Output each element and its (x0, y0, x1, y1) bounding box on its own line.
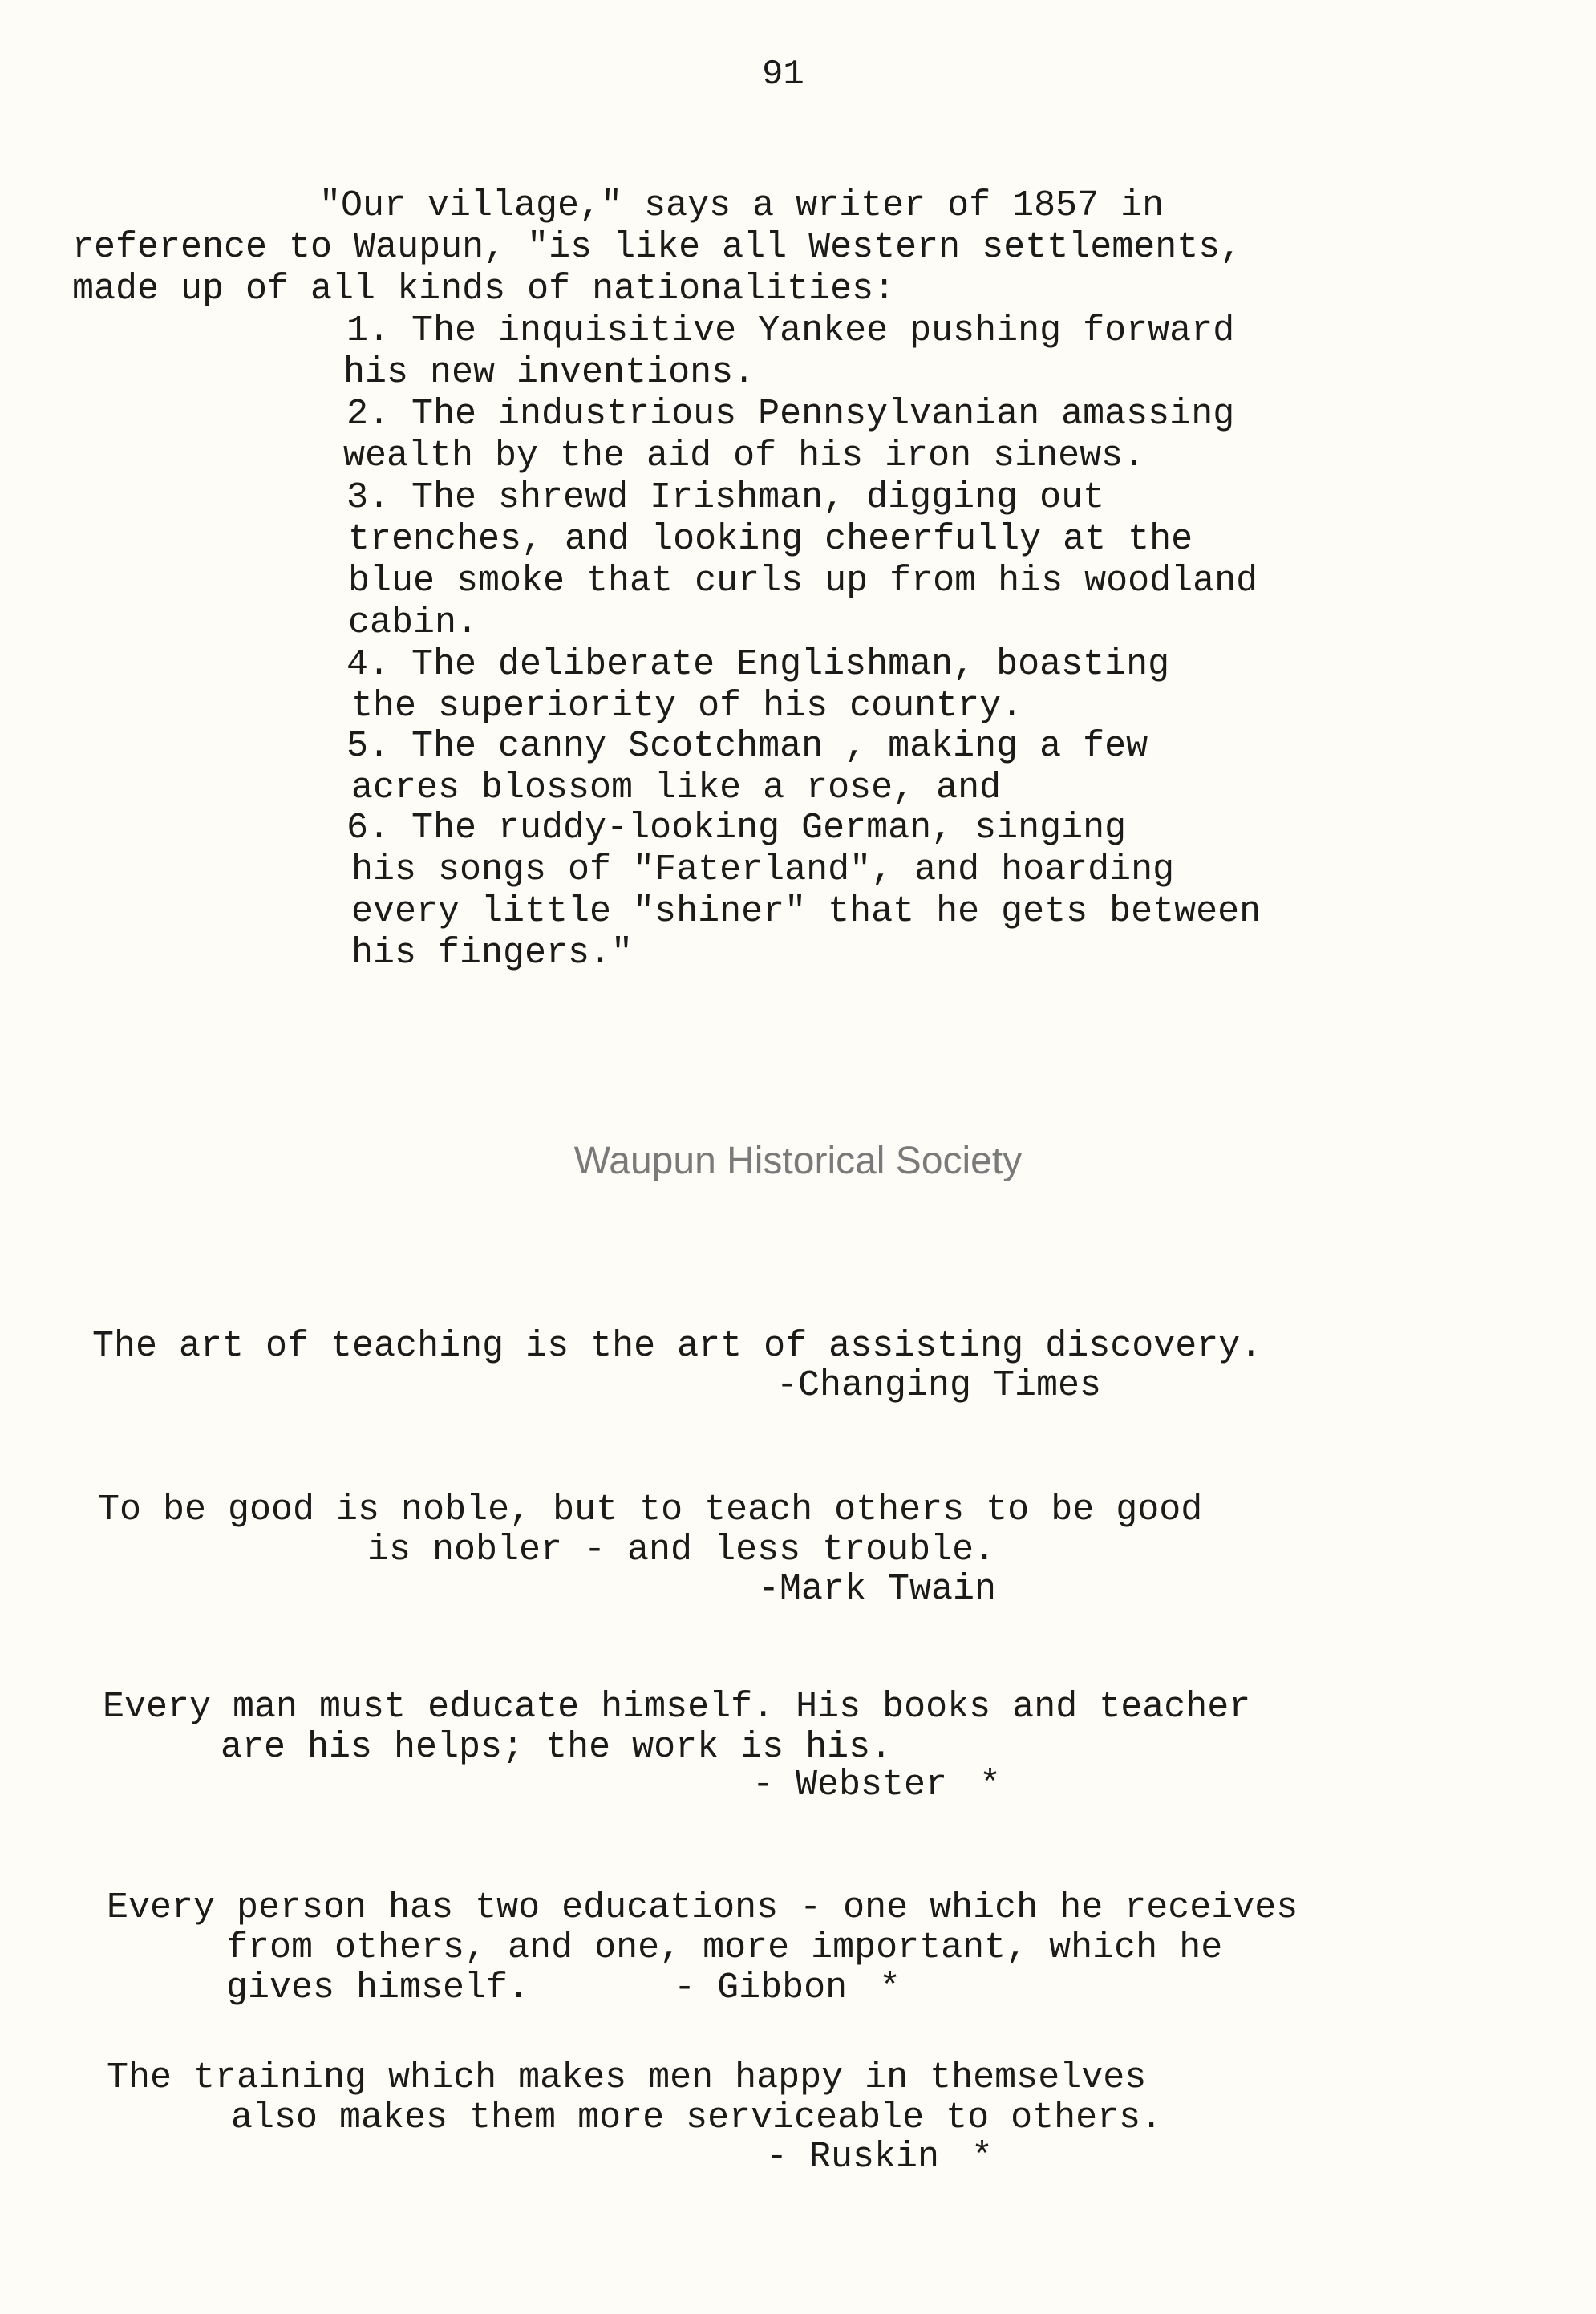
quote-line-text: gives himself. (226, 1968, 530, 2008)
list-item-continuation: his new inventions. (343, 352, 755, 393)
quote-attribution: -Mark Twain (758, 1569, 997, 1610)
intro-line-2: reference to Waupun, "is like all Western settlements, (72, 227, 1242, 268)
page-number: 91 (762, 55, 804, 95)
list-item (346, 395, 1234, 435)
quote-attribution (752, 1765, 1001, 1805)
asterisk-mark: * (979, 1765, 1002, 1805)
item-text: The ruddy-looking German, singing (411, 808, 1127, 849)
list-item-continuation: blue smoke that curls up from his woodland (348, 561, 1258, 602)
list-item-continuation: trenches, and looking cheerfully at the (348, 519, 1193, 560)
item-number: 5. (346, 726, 391, 767)
item-number: 6. (346, 808, 391, 849)
intro-line-1: "Our village," says a writer of 1857 in (319, 185, 1165, 226)
item-text: The industrious Pennsylvanian amassing (411, 394, 1235, 435)
attribution-name: - Gibbon (674, 1968, 848, 2008)
intro-line-3: made up of all kinds of nationalities: (72, 269, 896, 310)
list-item-continuation: acres blossom like a rose, and (351, 768, 1002, 808)
quote-line: also makes them more serviceable to others. (231, 2097, 1163, 2138)
quote-attribution: -Changing Times (776, 1365, 1102, 1406)
quote-attribution (766, 2137, 993, 2178)
quote-line: is nobler - and less trouble. (367, 1530, 996, 1570)
item-number: 3. (346, 477, 391, 518)
quote-line: The training which makes men happy in themselves (107, 2057, 1147, 2098)
list-item-continuation: his fingers." (351, 933, 634, 974)
list-item (346, 727, 1148, 767)
item-text: The shrewd Irishman, digging out (411, 477, 1105, 518)
list-item-continuation: wealth by the aid of his iron sinews. (343, 436, 1145, 476)
list-item-continuation: his songs of "Faterland", and hoarding (351, 849, 1175, 890)
quote-line (226, 1968, 901, 2008)
quote-line: Every person has two educations - one which he receives (107, 1887, 1298, 1928)
attribution-name: - Ruskin (766, 2137, 940, 2178)
list-item (346, 808, 1126, 849)
item-text: The inquisitive Yankee pushing forward (411, 310, 1235, 351)
asterisk-mark: * (971, 2137, 994, 2178)
quote-line: To be good is noble, but to teach others to be good (98, 1489, 1203, 1530)
quote-line: are his helps; the work is his. (221, 1727, 893, 1768)
list-item-continuation: the superiority of his country. (351, 686, 1023, 727)
quote-line: from others, and one, more important, which he (226, 1927, 1223, 1968)
attribution-name: - Webster (752, 1765, 948, 1805)
list-item (346, 645, 1169, 685)
item-text: The canny Scotchman , making a few (411, 726, 1148, 767)
list-item (346, 311, 1234, 351)
item-number: 2. (346, 394, 391, 435)
list-item-continuation: every little "shiner" that he gets between (351, 891, 1262, 932)
asterisk-mark: * (879, 1968, 901, 2008)
item-number: 1. (346, 310, 391, 351)
list-item (346, 478, 1104, 518)
list-item-continuation: cabin. (348, 602, 479, 643)
item-number: 4. (346, 644, 391, 685)
quote-line: The art of teaching is the art of assisting discovery. (92, 1326, 1262, 1367)
item-text: The deliberate Englishman, boasting (411, 644, 1170, 685)
quote-line: Every man must educate himself. His books and teacher (103, 1687, 1251, 1728)
watermark: Waupun Historical Society (573, 1140, 1023, 1182)
